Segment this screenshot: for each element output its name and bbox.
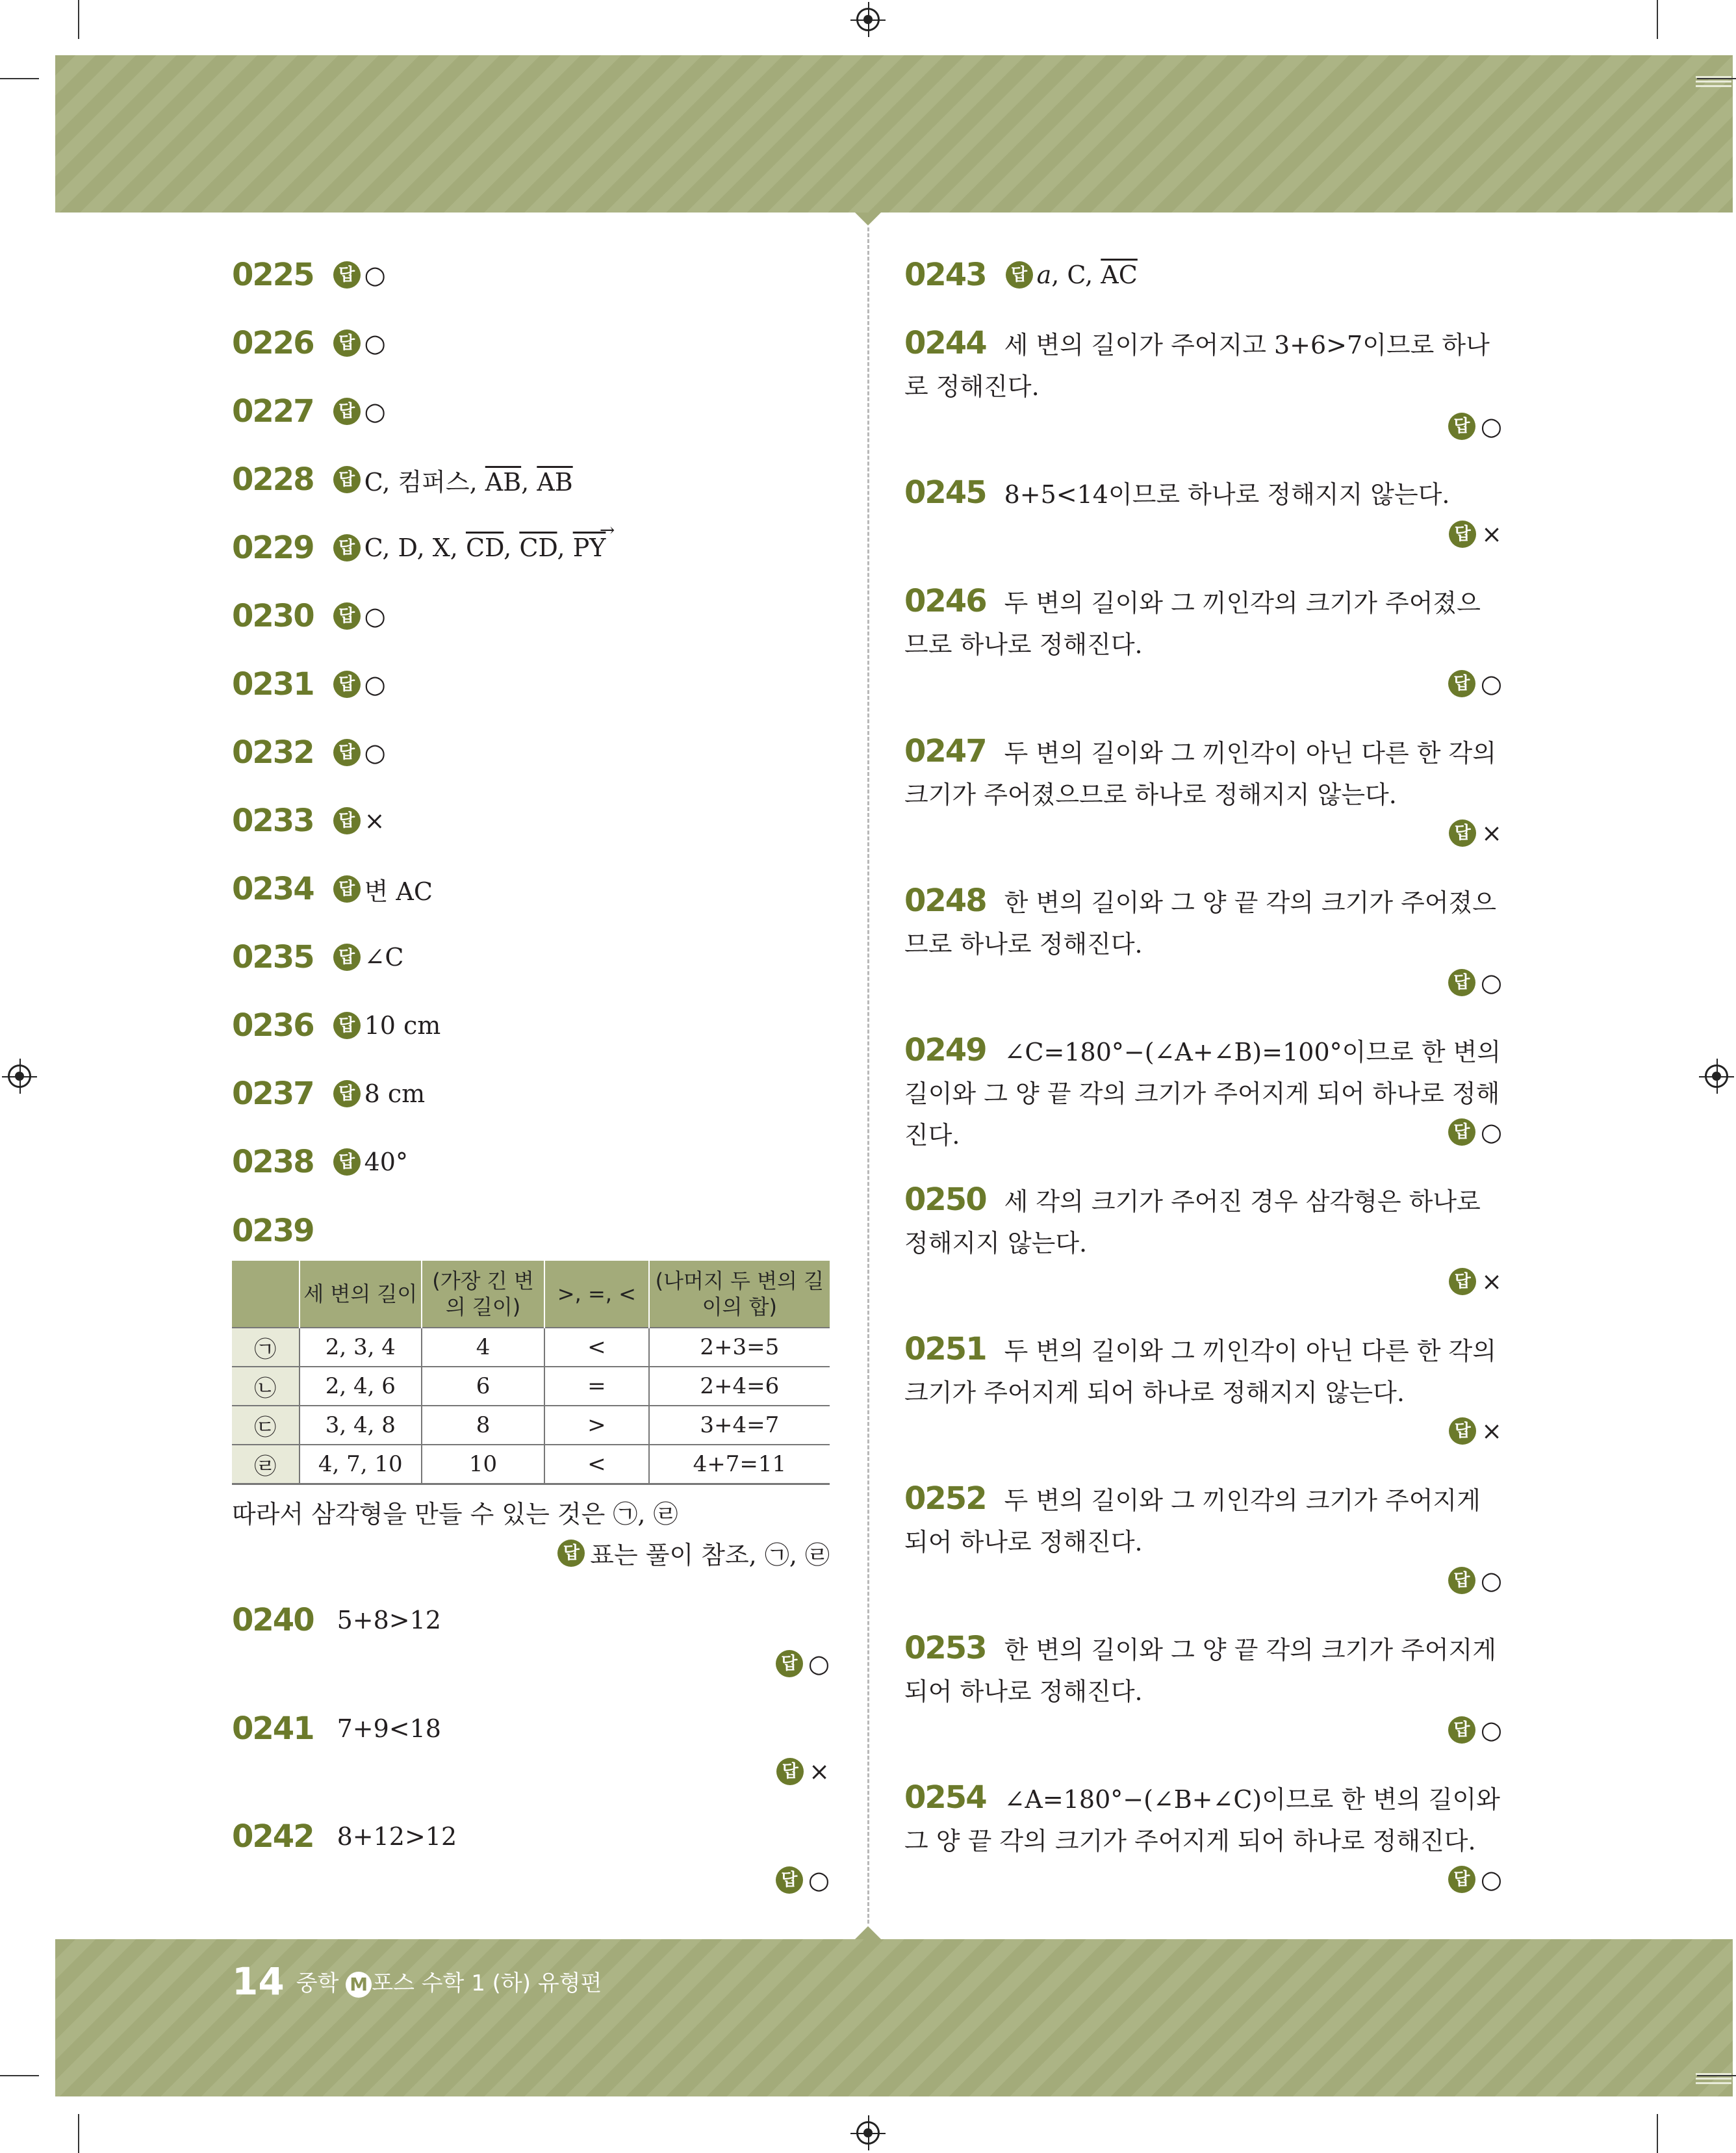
answer-item [232,734,386,771]
table-cell: 3, 4, 8 [300,1406,422,1445]
answer-value: 표는 풀이 참조, ㉠, ㉣ [590,1541,830,1569]
answer-badge: 답 [333,875,361,903]
answer-badge: 답 [333,671,361,698]
problem-0240 [232,1602,441,1638]
table-cell: 2, 4, 6 [300,1367,422,1406]
solution-text: ∠C=180°−(∠A+∠B)=100°이므로 한 변의 길이와 그 양 끝 각의 크기가 주어지게 되어 하나로 정해진다. [904,1038,1501,1150]
solution-text: 8+12>12 [337,1822,457,1851]
answer-badge: 답 [333,466,361,493]
answer-badge: 답 [333,739,361,766]
answer-badge: 답 [776,1758,804,1785]
conclusion-text: 따라서 삼각형을 만들 수 있는 것은 ㉠, ㉣ [232,1500,678,1528]
answer-value: 8 cm [364,1079,426,1108]
answer-0239 [557,1535,830,1571]
problem-number: 0229 [232,530,314,566]
answer-value: a, C, $\overline{AC}$ [1036,261,1138,289]
ray-label: $\overline{PY}$ [572,534,606,562]
answer-value: C, D, X, $\overline{CD}$, $\overline{CD}$, $\overline{PY}$ → [364,519,615,562]
problem-number: 0238 [232,1144,314,1180]
table-header [232,1261,300,1328]
answer-value: × [1481,519,1502,548]
solution-text: 세 각의 크기가 주어진 경우 삼각형은 하나로 정해지지 않는다. [904,1187,1481,1257]
table-header: 세 변의 길이 [300,1261,422,1328]
triangle-inequality-table [232,1261,830,1485]
problem-number: 0249 [904,1032,986,1068]
problem-number: 0240 [232,1602,314,1638]
crop-mark [1657,0,1658,39]
answer-item [232,1076,425,1112]
problem-number: 0246 [904,583,986,619]
answer-value: ○ [808,1865,830,1894]
answer-badge: 답 [333,944,361,971]
table-cell: ㉢ [232,1406,300,1445]
problem-number: 0233 [232,803,314,839]
answer-item [232,325,386,361]
table-cell: 2+3=5 [649,1328,830,1367]
answer-value: ○ [1480,968,1502,997]
answer-badge: 답 [333,261,361,289]
problem-0239 [232,1213,333,1249]
answer-value: ○ [1480,1715,1502,1744]
crop-mark [78,0,79,39]
book-title: 중학 M 포스 수학 1 (하) 유형편 [296,1970,602,1996]
problem-0250 [904,1179,1502,1264]
table-cell: ㉠ [232,1328,300,1367]
table-cell: < [544,1328,649,1367]
footer-notch [855,1926,881,1939]
problem-number: 0248 [904,883,986,919]
table-cell: 2+4=6 [649,1367,830,1406]
answer-value: ∠C [364,943,404,972]
answer-badge: 답 [557,1540,585,1567]
answer-value: × [1481,818,1502,847]
table-cell: 4, 7, 10 [300,1445,422,1484]
answer-item [232,803,385,839]
table-cell: 2, 3, 4 [300,1328,422,1367]
page-number: 14 [232,1959,285,2004]
registration-mark-icon [1705,1064,1728,1088]
table-row [232,1406,830,1445]
problem-number: 0226 [232,325,314,361]
answer-value: ○ [1480,411,1502,441]
answer-0246 [1448,667,1502,698]
table-cell: 8 [422,1406,544,1445]
problem-number: 0234 [232,871,314,907]
solution-text: 두 변의 길이와 그 끼인각이 아닌 다른 한 각의 크기가 주어지게 되어 하나로 정해지지 않는다. [904,1337,1496,1407]
answer-0250 [1449,1265,1502,1296]
answer-value: ○ [1480,669,1502,698]
answer-badge: 답 [333,1080,361,1107]
problem-number: 0242 [232,1818,314,1855]
answer-0252 [1448,1564,1502,1595]
table-cell: 4 [422,1328,544,1367]
answer-badge: 답 [1448,969,1475,996]
crop-mark [0,78,39,79]
problem-0254 [904,1777,1502,1862]
crop-mark [1657,2114,1658,2153]
answer-item [232,393,386,430]
solution-text: 세 변의 길이가 주어지고 3+6>7이므로 하나로 정해진다. [904,331,1490,401]
answer-item [232,598,386,634]
answer-value: × [809,1757,830,1786]
problem-0248 [904,880,1502,965]
answer-item [232,257,386,293]
table-cell: = [544,1367,649,1406]
answer-item [232,939,404,975]
ray-arrow-icon: → [599,519,615,541]
solution-text: ∠A=180°−(∠B+∠C)이므로 한 변의 길이와 그 양 끝 각의 크기가 주어지게 되어 하나로 정해진다. [904,1785,1500,1855]
answer-value: ○ [364,261,386,289]
problem-0251 [904,1328,1502,1413]
answer-badge: 답 [1448,1567,1475,1594]
answer-badge: 답 [333,1148,361,1176]
answer-value: ○ [364,670,386,699]
problem-number: 0228 [232,461,314,498]
answer-badge: 답 [1006,261,1033,289]
answer-0251 [1449,1414,1502,1445]
answer-value: 변 AC [364,877,433,906]
problem-0247 [904,730,1502,816]
table-cell: < [544,1445,649,1484]
page-footer [232,1959,602,2004]
answer-badge: 답 [1448,1118,1475,1146]
problem-0249 [904,1029,1502,1156]
answer-item [232,666,386,703]
answer-badge: 답 [1448,1716,1475,1744]
answer-value: 40° [364,1148,408,1176]
answer-item [232,871,433,907]
answer-0253 [1448,1713,1502,1744]
table-header: (가장 긴 변의 길이) [422,1261,544,1328]
problem-number: 0243 [904,257,986,293]
table-header: >, =, < [544,1261,649,1328]
table-cell: ㉣ [232,1445,300,1484]
problem-number: 0231 [232,666,314,703]
answer-0249 [1448,1115,1502,1146]
table-row [232,1367,830,1406]
solution-text: 5+8>12 [337,1606,441,1634]
problem-number: 0245 [904,474,986,511]
problem-0242 [232,1818,457,1855]
registration-mark-icon [856,2121,880,2145]
solution-text: 한 변의 길이와 그 양 끝 각의 크기가 주어지게 되어 하나로 정해진다. [904,1636,1496,1706]
solution-text: 두 변의 길이와 그 끼인각의 크기가 주어지게 되어 하나로 정해진다. [904,1486,1481,1556]
answer-badge: 답 [333,329,361,357]
solution-text: 두 변의 길이와 그 끼인각의 크기가 주어졌으므로 하나로 정해진다. [904,589,1481,659]
answer-0242 [776,1863,830,1894]
segment-overline: $\overline{AC}$ [1101,261,1138,289]
problem-number: 0241 [232,1710,314,1747]
answer-badge: 답 [1448,670,1475,697]
problem-0253 [904,1627,1502,1712]
problem-number: 0235 [232,939,314,975]
registration-mark-icon [856,8,880,31]
problem-number: 0253 [904,1630,986,1666]
segment-overline: $\overline{CD}$ [519,534,557,562]
answer-value: ○ [364,602,386,630]
registration-mark-icon [8,1064,31,1088]
problem-0246 [904,580,1502,665]
answer-value: C, 컴퍼스, $\overline{AB}$, $\overline{AB}$ [364,467,573,496]
answer-badge: 답 [333,398,361,425]
answer-badge: 답 [333,1012,361,1039]
answer-badge: 답 [1449,1268,1476,1295]
problem-0241 [232,1710,441,1747]
problem-number: 0244 [904,325,986,361]
table-header-row [232,1261,830,1328]
answer-value: ○ [1480,1117,1502,1146]
segment-overline: $\overline{CD}$ [465,534,504,562]
answer-badge: 답 [776,1650,803,1677]
solution-text: 한 변의 길이와 그 양 끝 각의 크기가 주어졌으므로 하나로 정해진다. [904,888,1496,959]
segment-overline: $\overline{AB}$ [537,467,573,496]
answer-value: 10 cm [364,1011,441,1040]
problem-0243 [904,257,1138,293]
problem-number: 0252 [904,1480,986,1517]
problem-0245 [904,472,1502,515]
problem-number: 0254 [904,1779,986,1816]
answer-0248 [1448,966,1502,997]
answer-badge: 답 [333,534,361,561]
crop-mark [1697,2075,1736,2076]
problem-0244 [904,322,1502,407]
answer-badge: 답 [1449,819,1476,847]
answer-badge: 답 [776,1866,803,1894]
answer-0247 [1449,816,1502,847]
answer-value: ○ [1480,1864,1502,1894]
answer-value: ○ [364,738,386,767]
answer-badge: 답 [1448,413,1475,440]
table-cell: ㉡ [232,1367,300,1406]
answer-0244 [1448,409,1502,441]
answer-value: ○ [364,397,386,426]
crop-mark [78,2114,79,2153]
answer-badge: 답 [1449,1417,1476,1445]
problem-number: 0230 [232,598,314,634]
answer-item [232,1144,408,1180]
answer-value: × [1481,1267,1502,1296]
answer-value: ○ [1480,1566,1502,1595]
problem-0252 [904,1478,1502,1563]
column-divider [867,227,869,1924]
problem-number: 0239 [232,1213,314,1249]
m-logo-icon: M [346,1972,372,1998]
table-header: (나머지 두 변의 길이의 합) [649,1261,830,1328]
answer-item [232,519,615,566]
table-row [232,1328,830,1367]
solution-text: 7+9<18 [337,1714,441,1743]
table-cell: 3+4=7 [649,1406,830,1445]
problem-number: 0236 [232,1007,314,1044]
table-row [232,1445,830,1484]
crop-mark [1697,78,1736,79]
problem-number: 0247 [904,733,986,769]
solution-text: 8+5<14이므로 하나로 정해지지 않는다. [1004,480,1450,509]
answer-item [232,1007,440,1044]
answer-value: × [364,806,385,835]
answer-badge: 답 [333,602,361,630]
answer-value: ○ [364,329,386,357]
answer-badge: 답 [333,807,361,834]
answer-badge: 답 [1449,521,1476,548]
problem-number: 0227 [232,393,314,430]
answer-value: × [1481,1416,1502,1445]
crop-mark [0,2075,39,2076]
solution-text: 두 변의 길이와 그 끼인각이 아닌 다른 한 각의 크기가 주어졌으므로 하나로 정해지지 않는다. [904,739,1496,809]
answer-0241 [776,1755,830,1786]
table-cell: 6 [422,1367,544,1406]
problem-number: 0232 [232,734,314,771]
header-band [55,55,1733,213]
header-notch [855,213,881,226]
problem-number: 0251 [904,1331,986,1367]
problem-number: 0250 [904,1181,986,1218]
answer-badge: 답 [1448,1866,1475,1893]
segment-overline: $\overline{AB}$ [485,467,522,496]
answer-value: ○ [808,1649,830,1678]
answer-0254 [1448,1863,1502,1894]
answer-0240 [776,1647,830,1678]
problem-number: 0237 [232,1076,314,1112]
table-cell: 10 [422,1445,544,1484]
table-cell: 4+7=11 [649,1445,830,1484]
table-cell: > [544,1406,649,1445]
problem-number: 0225 [232,257,314,293]
answer-item [232,461,573,498]
answer-0245 [1449,517,1502,548]
